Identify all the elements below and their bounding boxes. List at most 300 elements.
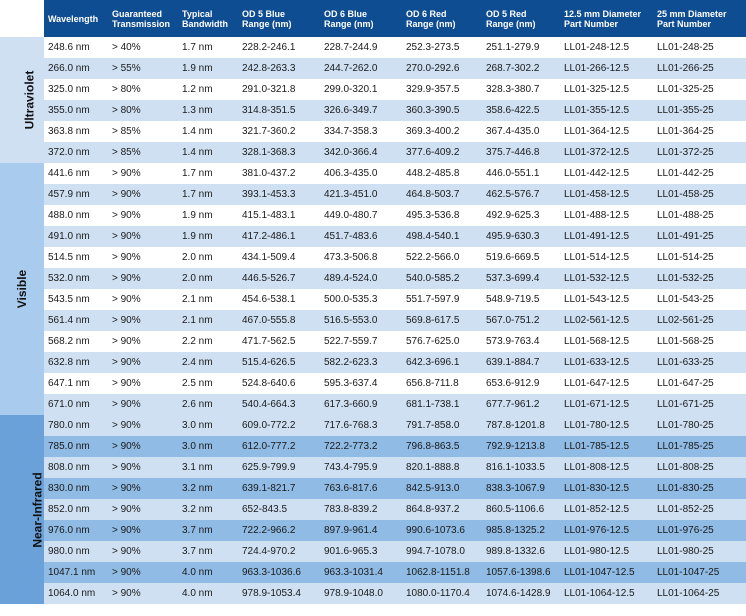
wavelength-cell: 671.0 nm — [44, 394, 108, 415]
wavelength-cell: 532.0 nm — [44, 268, 108, 289]
od5-blue-cell: 393.1-453.3 — [238, 184, 320, 205]
header-line: 12.5 mm Diameter — [564, 8, 642, 19]
od5-blue-cell: 652-843.5 — [238, 499, 320, 520]
table-row — [0, 142, 746, 163]
part-number-25-cell: LL01-355-25 — [653, 100, 746, 121]
transmission-cell: > 90% — [108, 289, 178, 310]
bandwidth-cell: 1.9 nm — [178, 205, 238, 226]
header-od5-red-range — [482, 0, 560, 37]
transmission-cell: > 80% — [108, 100, 178, 121]
bandwidth-cell: 3.7 nm — [178, 541, 238, 562]
od6-blue-cell: 326.6-349.7 — [320, 100, 402, 121]
bandwidth-cell: 3.2 nm — [178, 499, 238, 520]
bandwidth-cell: 3.2 nm — [178, 478, 238, 499]
od5-red-cell: 639.1-884.7 — [482, 352, 560, 373]
transmission-cell: > 90% — [108, 562, 178, 583]
header-line: Range (nm) — [486, 18, 536, 29]
part-number-25-cell: LL01-1064-25 — [653, 583, 746, 604]
part-number-25-cell: LL01-830-25 — [653, 478, 746, 499]
od5-red-cell: 268.7-302.2 — [482, 58, 560, 79]
part-number-25-cell: LL01-980-25 — [653, 541, 746, 562]
od6-blue-cell: 595.3-637.4 — [320, 373, 402, 394]
bandwidth-cell: 4.0 nm — [178, 562, 238, 583]
part-number-12-5-cell: LL01-488-12.5 — [560, 205, 653, 226]
transmission-cell: > 90% — [108, 478, 178, 499]
wavelength-cell: 647.1 nm — [44, 373, 108, 394]
part-number-25-cell: LL01-488-25 — [653, 205, 746, 226]
od6-blue-cell: 228.7-244.9 — [320, 37, 402, 58]
part-number-25-cell: LL01-491-25 — [653, 226, 746, 247]
bandwidth-cell: 1.9 nm — [178, 58, 238, 79]
od6-blue-cell: 516.5-553.0 — [320, 310, 402, 331]
od5-red-cell: 519.6-669.5 — [482, 247, 560, 268]
part-number-25-cell: LL02-561-25 — [653, 310, 746, 331]
od5-blue-cell: 417.2-486.1 — [238, 226, 320, 247]
od6-red-cell: 994.7-1078.0 — [402, 541, 482, 562]
transmission-cell: > 85% — [108, 121, 178, 142]
od6-blue-cell: 522.7-559.7 — [320, 331, 402, 352]
od5-blue-cell: 639.1-821.7 — [238, 478, 320, 499]
header-od5-blue-range — [238, 0, 320, 37]
od5-blue-cell: 609.0-772.2 — [238, 415, 320, 436]
wavelength-cell: 248.6 nm — [44, 37, 108, 58]
part-number-12-5-cell: LL01-458-12.5 — [560, 184, 653, 205]
od5-red-cell: 838.3-1067.9 — [482, 478, 560, 499]
part-number-25-cell: LL01-372-25 — [653, 142, 746, 163]
od5-blue-cell: 381.0-437.2 — [238, 163, 320, 184]
part-number-12-5-cell: LL01-442-12.5 — [560, 163, 653, 184]
od6-red-cell: 540.0-585.2 — [402, 268, 482, 289]
od5-red-cell: 462.5-576.7 — [482, 184, 560, 205]
od5-blue-cell: 515.4-626.5 — [238, 352, 320, 373]
header-guaranteed-transmission — [108, 0, 178, 37]
bandwidth-cell: 2.2 nm — [178, 331, 238, 352]
transmission-cell: > 90% — [108, 352, 178, 373]
part-number-25-cell: LL01-976-25 — [653, 520, 746, 541]
od6-blue-cell: 743.4-795.9 — [320, 457, 402, 478]
wavelength-cell: 491.0 nm — [44, 226, 108, 247]
table-row — [0, 373, 746, 394]
table-row — [0, 478, 746, 499]
transmission-cell: > 90% — [108, 457, 178, 478]
od6-red-cell: 551.7-597.9 — [402, 289, 482, 310]
od5-red-cell: 251.1-279.9 — [482, 37, 560, 58]
od5-blue-cell: 446.5-526.7 — [238, 268, 320, 289]
wavelength-cell: 488.0 nm — [44, 205, 108, 226]
transmission-cell: > 90% — [108, 499, 178, 520]
header-wavelength — [44, 0, 108, 37]
part-number-12-5-cell: LL01-780-12.5 — [560, 415, 653, 436]
category-ultraviolet — [0, 37, 44, 163]
od5-blue-cell: 963.3-1036.6 — [238, 562, 320, 583]
od5-blue-cell: 228.2-246.1 — [238, 37, 320, 58]
category-near-infrared — [0, 415, 44, 604]
wavelength-cell: 808.0 nm — [44, 457, 108, 478]
table-row — [0, 499, 746, 520]
od6-red-cell: 1080.0-1170.4 — [402, 583, 482, 604]
od6-blue-cell: 299.0-320.1 — [320, 79, 402, 100]
od5-blue-cell: 978.9-1053.4 — [238, 583, 320, 604]
od5-blue-cell: 724.4-970.2 — [238, 541, 320, 562]
od6-red-cell: 464.8-503.7 — [402, 184, 482, 205]
table-row — [0, 310, 746, 331]
category-ultraviolet-label: Ultraviolet — [22, 70, 37, 130]
part-number-25-cell: LL01-325-25 — [653, 79, 746, 100]
part-number-12-5-cell: LL01-355-12.5 — [560, 100, 653, 121]
transmission-cell: > 90% — [108, 520, 178, 541]
od6-blue-cell: 963.3-1031.4 — [320, 562, 402, 583]
od6-red-cell: 791.7-858.0 — [402, 415, 482, 436]
od6-red-cell: 252.3-273.5 — [402, 37, 482, 58]
table-row — [0, 121, 746, 142]
table-row — [0, 226, 746, 247]
od6-blue-cell: 582.2-623.3 — [320, 352, 402, 373]
part-number-12-5-cell: LL01-248-12.5 — [560, 37, 653, 58]
wavelength-cell: 830.0 nm — [44, 478, 108, 499]
od6-blue-cell: 244.7-262.0 — [320, 58, 402, 79]
header-row — [0, 0, 746, 37]
part-number-12-5-cell: LL01-543-12.5 — [560, 289, 653, 310]
part-number-25-cell: LL01-647-25 — [653, 373, 746, 394]
od5-blue-cell: 467.0-555.8 — [238, 310, 320, 331]
od5-blue-cell: 625.9-799.9 — [238, 457, 320, 478]
transmission-cell: > 90% — [108, 163, 178, 184]
od5-red-cell: 792.9-1213.8 — [482, 436, 560, 457]
od6-red-cell: 329.9-357.5 — [402, 79, 482, 100]
header-line: OD 6 Red — [406, 8, 447, 19]
od5-red-cell: 1074.6-1428.9 — [482, 583, 560, 604]
od6-red-cell: 522.2-566.0 — [402, 247, 482, 268]
wavelength-cell: 980.0 nm — [44, 541, 108, 562]
part-number-12-5-cell: LL01-671-12.5 — [560, 394, 653, 415]
part-number-25-cell: LL01-514-25 — [653, 247, 746, 268]
table-row — [0, 184, 746, 205]
header-part-number-25mm — [653, 0, 746, 37]
part-number-12-5-cell: LL01-568-12.5 — [560, 331, 653, 352]
wavelength-cell: 1047.1 nm — [44, 562, 108, 583]
od6-blue-cell: 489.4-524.0 — [320, 268, 402, 289]
od6-blue-cell: 421.3-451.0 — [320, 184, 402, 205]
od5-blue-cell: 612.0-777.2 — [238, 436, 320, 457]
od5-blue-cell: 540.4-664.3 — [238, 394, 320, 415]
table-row — [0, 562, 746, 583]
header-line: Transmission — [112, 18, 171, 29]
header-line: Part Number — [564, 18, 619, 29]
header-line: Range (nm) — [324, 18, 374, 29]
table-row — [0, 163, 746, 184]
part-number-12-5-cell: LL01-785-12.5 — [560, 436, 653, 457]
od6-blue-cell: 451.7-483.6 — [320, 226, 402, 247]
od6-red-cell: 576.7-625.0 — [402, 331, 482, 352]
part-number-12-5-cell: LL01-1064-12.5 — [560, 583, 653, 604]
od5-red-cell: 446.0-551.1 — [482, 163, 560, 184]
transmission-cell: > 90% — [108, 373, 178, 394]
transmission-cell: > 90% — [108, 394, 178, 415]
part-number-12-5-cell: LL01-372-12.5 — [560, 142, 653, 163]
od6-blue-cell: 500.0-535.3 — [320, 289, 402, 310]
bandwidth-cell: 1.2 nm — [178, 79, 238, 100]
transmission-cell: > 90% — [108, 331, 178, 352]
table-row — [0, 247, 746, 268]
part-number-12-5-cell: LL01-266-12.5 — [560, 58, 653, 79]
od6-red-cell: 369.3-400.2 — [402, 121, 482, 142]
part-number-12-5-cell: LL01-647-12.5 — [560, 373, 653, 394]
table-row — [0, 394, 746, 415]
table-row — [0, 289, 746, 310]
table-row — [0, 457, 746, 478]
od5-blue-cell: 454.6-538.1 — [238, 289, 320, 310]
wavelength-cell: 325.0 nm — [44, 79, 108, 100]
bandwidth-cell: 2.1 nm — [178, 289, 238, 310]
part-number-12-5-cell: LL01-514-12.5 — [560, 247, 653, 268]
table-row — [0, 583, 746, 604]
bandwidth-cell: 2.0 nm — [178, 268, 238, 289]
od5-blue-cell: 314.8-351.5 — [238, 100, 320, 121]
od5-blue-cell: 471.7-562.5 — [238, 331, 320, 352]
category-visible — [0, 163, 44, 415]
part-number-12-5-cell: LL01-808-12.5 — [560, 457, 653, 478]
wavelength-cell: 543.5 nm — [44, 289, 108, 310]
od6-red-cell: 377.6-409.2 — [402, 142, 482, 163]
header-line: Range (nm) — [242, 18, 292, 29]
od5-red-cell: 495.9-630.3 — [482, 226, 560, 247]
od6-red-cell: 656.8-711.8 — [402, 373, 482, 394]
bandwidth-cell: 2.5 nm — [178, 373, 238, 394]
part-number-12-5-cell: LL01-532-12.5 — [560, 268, 653, 289]
bandwidth-cell: 1.4 nm — [178, 142, 238, 163]
od6-blue-cell: 449.0-480.7 — [320, 205, 402, 226]
transmission-cell: > 80% — [108, 79, 178, 100]
part-number-12-5-cell: LL01-633-12.5 — [560, 352, 653, 373]
part-number-12-5-cell: LL01-976-12.5 — [560, 520, 653, 541]
header-line: Typical — [182, 8, 213, 19]
table-row — [0, 37, 746, 58]
od5-blue-cell: 722.2-966.2 — [238, 520, 320, 541]
wavelength-cell: 441.6 nm — [44, 163, 108, 184]
part-number-25-cell: LL01-671-25 — [653, 394, 746, 415]
od5-blue-cell: 524.8-640.6 — [238, 373, 320, 394]
table-row — [0, 331, 746, 352]
od5-red-cell: 653.6-912.9 — [482, 373, 560, 394]
bandwidth-cell: 1.7 nm — [178, 37, 238, 58]
header-line: 25 mm Diameter — [657, 8, 727, 19]
od6-blue-cell: 783.8-839.2 — [320, 499, 402, 520]
od6-red-cell: 864.8-937.2 — [402, 499, 482, 520]
od6-red-cell: 448.2-485.8 — [402, 163, 482, 184]
part-number-12-5-cell: LL01-325-12.5 — [560, 79, 653, 100]
transmission-cell: > 90% — [108, 184, 178, 205]
od6-red-cell: 569.8-617.5 — [402, 310, 482, 331]
wavelength-cell: 363.8 nm — [44, 121, 108, 142]
od6-blue-cell: 901.6-965.3 — [320, 541, 402, 562]
table-header — [0, 0, 746, 37]
header-od6-red-range — [402, 0, 482, 37]
table-body — [0, 37, 746, 604]
header-typical-bandwidth — [178, 0, 238, 37]
part-number-25-cell: LL01-364-25 — [653, 121, 746, 142]
transmission-cell: > 90% — [108, 310, 178, 331]
od5-red-cell: 567.0-751.2 — [482, 310, 560, 331]
bandwidth-cell: 3.7 nm — [178, 520, 238, 541]
wavelength-cell: 780.0 nm — [44, 415, 108, 436]
bandwidth-cell: 1.4 nm — [178, 121, 238, 142]
od5-red-cell: 492.9-625.3 — [482, 205, 560, 226]
bandwidth-cell: 1.3 nm — [178, 100, 238, 121]
table-row — [0, 415, 746, 436]
table-row — [0, 352, 746, 373]
transmission-cell: > 85% — [108, 142, 178, 163]
part-number-25-cell: LL01-543-25 — [653, 289, 746, 310]
od6-red-cell: 990.6-1073.6 — [402, 520, 482, 541]
part-number-12-5-cell: LL01-364-12.5 — [560, 121, 653, 142]
od6-blue-cell: 717.6-768.3 — [320, 415, 402, 436]
od5-red-cell: 677.7-961.2 — [482, 394, 560, 415]
table-row — [0, 58, 746, 79]
wavelength-cell: 852.0 nm — [44, 499, 108, 520]
od6-red-cell: 842.5-913.0 — [402, 478, 482, 499]
wavelength-cell: 568.2 nm — [44, 331, 108, 352]
od6-red-cell: 495.3-536.8 — [402, 205, 482, 226]
bandwidth-cell: 3.1 nm — [178, 457, 238, 478]
od6-blue-cell: 342.0-366.4 — [320, 142, 402, 163]
part-number-12-5-cell: LL01-491-12.5 — [560, 226, 653, 247]
header-wavelength-label: Wavelength — [48, 13, 99, 24]
part-number-12-5-cell: LL01-980-12.5 — [560, 541, 653, 562]
od6-blue-cell: 473.3-506.8 — [320, 247, 402, 268]
od5-red-cell: 328.3-380.7 — [482, 79, 560, 100]
transmission-cell: > 90% — [108, 247, 178, 268]
part-number-25-cell: LL01-442-25 — [653, 163, 746, 184]
part-number-25-cell: LL01-266-25 — [653, 58, 746, 79]
wavelength-cell: 976.0 nm — [44, 520, 108, 541]
bandwidth-cell: 3.0 nm — [178, 415, 238, 436]
od5-red-cell: 787.8-1201.8 — [482, 415, 560, 436]
header-line: OD 6 Blue — [324, 8, 368, 19]
od6-blue-cell: 334.7-358.3 — [320, 121, 402, 142]
od5-red-cell: 375.7-446.8 — [482, 142, 560, 163]
od5-red-cell: 985.8-1325.2 — [482, 520, 560, 541]
od5-red-cell: 1057.6-1398.6 — [482, 562, 560, 583]
transmission-cell: > 90% — [108, 541, 178, 562]
part-number-25-cell: LL01-808-25 — [653, 457, 746, 478]
transmission-cell: > 90% — [108, 268, 178, 289]
bandwidth-cell: 2.6 nm — [178, 394, 238, 415]
od5-blue-cell: 242.8-263.3 — [238, 58, 320, 79]
od5-blue-cell: 321.7-360.2 — [238, 121, 320, 142]
table-row — [0, 541, 746, 562]
part-number-25-cell: LL01-1047-25 — [653, 562, 746, 583]
od5-red-cell: 537.3-699.4 — [482, 268, 560, 289]
wavelength-cell: 561.4 nm — [44, 310, 108, 331]
bandwidth-cell: 2.1 nm — [178, 310, 238, 331]
bandwidth-cell: 2.0 nm — [178, 247, 238, 268]
bandwidth-cell: 1.7 nm — [178, 184, 238, 205]
od5-blue-cell: 328.1-368.3 — [238, 142, 320, 163]
part-number-25-cell: LL01-458-25 — [653, 184, 746, 205]
transmission-cell: > 90% — [108, 436, 178, 457]
wavelength-cell: 785.0 nm — [44, 436, 108, 457]
part-number-25-cell: LL01-532-25 — [653, 268, 746, 289]
od6-red-cell: 1062.8-1151.8 — [402, 562, 482, 583]
table-row — [0, 100, 746, 121]
od6-red-cell: 681.1-738.1 — [402, 394, 482, 415]
od6-red-cell: 270.0-292.6 — [402, 58, 482, 79]
table-row — [0, 436, 746, 457]
od5-red-cell: 367.4-435.0 — [482, 121, 560, 142]
bandwidth-cell: 3.0 nm — [178, 436, 238, 457]
wavelength-cell: 372.0 nm — [44, 142, 108, 163]
od5-red-cell: 816.1-1033.5 — [482, 457, 560, 478]
od6-blue-cell: 978.9-1048.0 — [320, 583, 402, 604]
transmission-cell: > 55% — [108, 58, 178, 79]
od5-red-cell: 358.6-422.5 — [482, 100, 560, 121]
part-number-25-cell: LL01-568-25 — [653, 331, 746, 352]
header-od6-blue-range — [320, 0, 402, 37]
header-line: Part Number — [657, 18, 712, 29]
table-row — [0, 205, 746, 226]
part-number-25-cell: LL01-633-25 — [653, 352, 746, 373]
wavelength-cell: 266.0 nm — [44, 58, 108, 79]
bandwidth-cell: 1.9 nm — [178, 226, 238, 247]
header-line: Guaranteed — [112, 8, 163, 19]
part-number-25-cell: LL01-780-25 — [653, 415, 746, 436]
table-row — [0, 79, 746, 100]
od5-red-cell: 573.9-763.4 — [482, 331, 560, 352]
od6-red-cell: 796.8-863.5 — [402, 436, 482, 457]
category-visible-label: Visible — [15, 269, 29, 309]
wavelength-cell: 355.0 nm — [44, 100, 108, 121]
transmission-cell: > 90% — [108, 583, 178, 604]
od5-blue-cell: 415.1-483.1 — [238, 205, 320, 226]
wavelength-cell: 457.9 nm — [44, 184, 108, 205]
transmission-cell: > 90% — [108, 205, 178, 226]
od6-red-cell: 642.3-696.1 — [402, 352, 482, 373]
part-number-25-cell: LL01-785-25 — [653, 436, 746, 457]
wavelength-cell: 632.8 nm — [44, 352, 108, 373]
od6-blue-cell: 722.2-773.2 — [320, 436, 402, 457]
header-line: OD 5 Red — [486, 8, 527, 19]
od6-blue-cell: 406.3-435.0 — [320, 163, 402, 184]
od6-blue-cell: 897.9-961.4 — [320, 520, 402, 541]
part-number-25-cell: LL01-248-25 — [653, 37, 746, 58]
od6-red-cell: 360.3-390.5 — [402, 100, 482, 121]
header-line: Bandwidth — [182, 18, 228, 29]
od5-blue-cell: 291.0-321.8 — [238, 79, 320, 100]
od5-red-cell: 860.5-1106.6 — [482, 499, 560, 520]
part-number-12-5-cell: LL01-852-12.5 — [560, 499, 653, 520]
bandwidth-cell: 1.7 nm — [178, 163, 238, 184]
header-line: OD 5 Blue — [242, 8, 286, 19]
bandwidth-cell: 2.4 nm — [178, 352, 238, 373]
part-number-12-5-cell: LL02-561-12.5 — [560, 310, 653, 331]
bandwidth-cell: 4.0 nm — [178, 583, 238, 604]
header-part-number-12-5mm — [560, 0, 653, 37]
wavelength-cell: 1064.0 nm — [44, 583, 108, 604]
od6-blue-cell: 763.6-817.6 — [320, 478, 402, 499]
table-row — [0, 268, 746, 289]
part-number-12-5-cell: LL01-1047-12.5 — [560, 562, 653, 583]
od5-blue-cell: 434.1-509.4 — [238, 247, 320, 268]
part-number-25-cell: LL01-852-25 — [653, 499, 746, 520]
od5-red-cell: 548.9-719.5 — [482, 289, 560, 310]
header-line: Range (nm) — [406, 18, 456, 29]
wavelength-cell: 514.5 nm — [44, 247, 108, 268]
category-near-infrared-label: Near-Infrared — [30, 471, 45, 548]
od6-red-cell: 820.1-888.8 — [402, 457, 482, 478]
transmission-cell: > 90% — [108, 226, 178, 247]
od6-red-cell: 498.4-540.1 — [402, 226, 482, 247]
transmission-cell: > 40% — [108, 37, 178, 58]
